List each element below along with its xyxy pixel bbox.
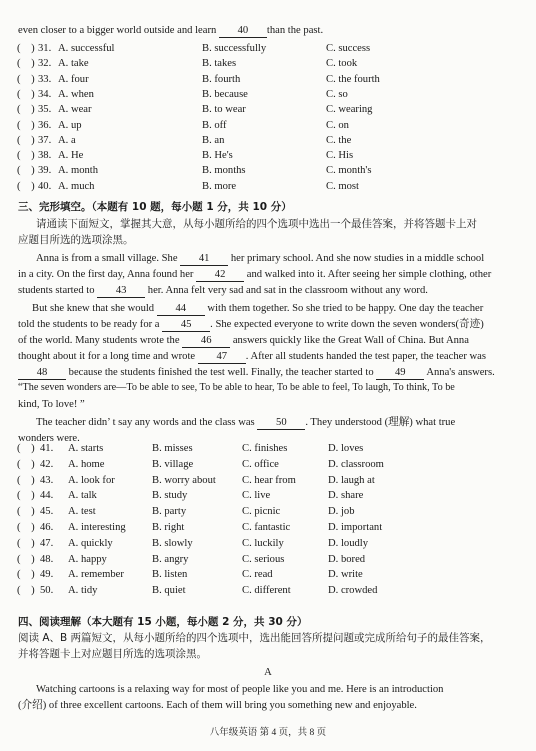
option-a: A. take	[58, 58, 89, 70]
answer-bracket: ( )	[17, 474, 35, 486]
question-number: 31.	[38, 43, 52, 54]
option-a: A. remember	[68, 569, 124, 581]
option-a: A. look for	[68, 474, 115, 486]
option-a: A. four	[58, 73, 89, 85]
text: . After all students handed the test paper, the teacher was	[245, 351, 486, 362]
question-number: 49.	[40, 569, 54, 581]
option-b: B. months	[202, 165, 246, 177]
text: . They understood (理解) what true	[305, 417, 456, 428]
blank-42: 42	[196, 268, 244, 282]
answer-bracket: ( )	[17, 58, 35, 70]
option-d: D. write	[328, 569, 363, 581]
option-a: A. happy	[68, 553, 107, 565]
answer-bracket: ( )	[17, 134, 35, 146]
question-number: 34.	[38, 88, 52, 100]
option-d: D. crowded	[328, 585, 378, 597]
option-c: C. month's	[326, 165, 372, 177]
section4-heading: 四、阅读理解（本大题有 15 小题，每小题 2 分，共 30 分）	[18, 616, 308, 628]
answer-bracket: ( )	[17, 522, 35, 533]
blank-44: 44	[157, 302, 205, 316]
option-b: B. off	[202, 119, 227, 131]
answer-bracket: ( )	[17, 443, 35, 454]
blank-49: 49	[376, 366, 424, 380]
question-row	[0, 88, 536, 104]
question-number: 35.	[38, 104, 52, 116]
question-number: 44.	[40, 490, 54, 502]
option-a: A. a	[58, 134, 76, 146]
section3-instruction-2: 应题目所选的选项涂黑。	[18, 234, 134, 246]
question-row	[0, 73, 536, 89]
option-b: B. more	[202, 180, 237, 192]
section3-instruction-1: 请通读下面短文，掌握其大意，从每小题所给的四个选项中选出一个最佳答案，并将答题卡上对	[36, 218, 477, 230]
lead-line	[18, 24, 323, 38]
option-b: B. listen	[152, 569, 188, 581]
option-d: D. important	[328, 522, 383, 533]
option-b: B. quiet	[152, 585, 186, 597]
answer-bracket: ( )	[17, 88, 35, 100]
text: The teacher didn’ t say any words and the class was	[36, 417, 258, 428]
answer-bracket: ( )	[17, 119, 35, 131]
option-a: A. when	[58, 88, 94, 100]
text: with them together. So she tried to be happy. One day the teacher	[204, 303, 484, 314]
option-c: C. took	[326, 58, 358, 70]
question-number: 48.	[40, 553, 54, 565]
question-row	[0, 42, 536, 58]
option-b: B. misses	[152, 443, 193, 454]
page-footer: 八年级英语 第 4 页，共 8 页	[209, 728, 327, 738]
text: because the students finished the test well. Finally, the teacher started to	[66, 367, 377, 378]
question-number: 32.	[38, 58, 52, 70]
passage-line	[32, 302, 483, 316]
question-row	[0, 521, 536, 537]
option-a: A. wear	[58, 104, 92, 116]
option-b: B. successfully	[202, 43, 267, 54]
passage-line	[18, 334, 469, 348]
answer-bracket: ( )	[17, 180, 35, 192]
option-d: D. bored	[328, 553, 366, 565]
passage-line	[18, 284, 428, 298]
question-row	[0, 489, 536, 505]
question-number: 39.	[38, 165, 52, 177]
question-number: 33.	[38, 73, 52, 85]
answer-bracket: ( )	[17, 73, 35, 85]
question-row	[0, 537, 536, 553]
option-b: B. to wear	[202, 104, 246, 116]
text: in a city. On the first day, Anna found her	[18, 269, 197, 280]
option-c: C. His	[326, 150, 354, 162]
option-c: C. serious	[242, 553, 285, 565]
text: thought about it for a long time and wrote	[18, 351, 198, 362]
option-b: B. slowly	[152, 537, 193, 549]
option-c: C. most	[326, 180, 359, 192]
option-b: B. worry about	[152, 474, 216, 486]
text: her. Anna felt very sad and sat in the classroom without any word.	[145, 285, 428, 296]
text: of the world. Many students wrote the	[18, 335, 183, 346]
option-c: C. fantastic	[242, 522, 291, 533]
question-row	[0, 505, 536, 521]
blank-43: 43	[97, 284, 145, 298]
blank-46: 46	[182, 334, 230, 348]
option-b: B. takes	[202, 58, 237, 70]
answer-bracket: ( )	[17, 150, 35, 162]
question-number: 47.	[40, 537, 54, 549]
passage-line	[18, 350, 486, 364]
lead-line-text-after: than the past.	[266, 25, 324, 36]
passage-line: Watching cartoons is a relaxing way for most of people like you and me. Here is an introduction	[36, 684, 444, 695]
blank-47: 47	[198, 350, 246, 364]
option-c: C. office	[242, 458, 279, 470]
option-c: C. hear from	[242, 474, 296, 486]
answer-bracket: ( )	[17, 569, 35, 581]
option-c: C. picnic	[242, 506, 281, 518]
option-c: C. finishes	[242, 443, 288, 454]
passage-line: (介绍) of three excellent cartoons. Each of them will bring you something new and enjoyable.	[18, 700, 417, 711]
question-row	[0, 103, 536, 119]
question-row	[0, 442, 536, 458]
option-c: C. different	[242, 585, 291, 597]
question-number: 37.	[38, 134, 52, 146]
question-number: 38.	[38, 150, 52, 162]
option-b: B. an	[202, 134, 225, 146]
answer-bracket: ( )	[17, 165, 35, 177]
question-number: 43.	[40, 474, 54, 486]
text: answers quickly like the Great Wall of China. But Anna	[230, 335, 469, 346]
passage-line	[36, 416, 455, 430]
option-c: C. success	[326, 43, 371, 54]
question-number: 42.	[40, 458, 54, 470]
question-number: 41.	[40, 443, 54, 454]
question-row	[0, 149, 536, 165]
question-row	[0, 458, 536, 474]
text: students started to	[18, 285, 98, 296]
blank-48: 48	[18, 366, 66, 380]
passage-label: A	[264, 667, 272, 678]
option-c: C. live	[242, 490, 271, 502]
option-c: C. read	[242, 569, 273, 581]
text: her primary school. And she now studies in a middle school	[228, 253, 485, 264]
option-b: B. fourth	[202, 73, 241, 85]
option-b: B. because	[202, 88, 248, 100]
option-a: A. He	[58, 150, 84, 162]
answer-bracket: ( )	[17, 458, 35, 470]
option-a: A. tidy	[68, 585, 98, 597]
answer-bracket: ( )	[17, 537, 35, 549]
question-row	[0, 57, 536, 73]
section4-instruction-2: 并将答题卡上对应题目所选的选项涂黑。	[18, 648, 207, 660]
passage-line: kind, To love! ”	[18, 399, 85, 410]
blank-50: 50	[257, 416, 305, 430]
answer-bracket: ( )	[17, 585, 35, 597]
question-row	[0, 164, 536, 180]
option-a: A. talk	[68, 490, 97, 502]
text: and walked into it. After seeing her simple clothing, other	[244, 269, 492, 280]
question-row	[0, 568, 536, 584]
option-d: D. loudly	[328, 537, 369, 549]
option-b: B. right	[152, 522, 185, 533]
option-a: A. successful	[58, 43, 115, 54]
option-a: A. much	[58, 180, 95, 192]
text: told the students to be ready for a	[18, 319, 163, 330]
question-number: 45.	[40, 506, 54, 518]
question-row	[0, 553, 536, 569]
passage-line	[18, 268, 491, 282]
blank-45: 45	[162, 318, 210, 332]
question-number: 50.	[40, 585, 54, 597]
option-a: A. test	[68, 506, 96, 518]
option-a: A. quickly	[68, 537, 113, 549]
text: . She expected everyone to write down the seven wonders(奇迹)	[210, 319, 484, 330]
section3-heading: 三、完形填空。（本题有 10 题，每小题 1 分，共 10 分）	[18, 201, 292, 213]
text: But she knew that she would	[32, 303, 157, 314]
text: Anna's answers.	[424, 367, 495, 378]
question-row	[0, 474, 536, 490]
question-number: 36.	[38, 119, 52, 131]
question-row	[0, 134, 536, 150]
option-a: A. interesting	[68, 522, 126, 533]
option-d: D. job	[328, 506, 355, 518]
passage-line	[18, 318, 484, 332]
option-c: C. wearing	[326, 104, 373, 116]
option-b: B. He's	[202, 150, 233, 162]
option-c: C. the fourth	[326, 73, 380, 85]
option-b: B. study	[152, 490, 188, 502]
option-c: C. on	[326, 119, 349, 131]
answer-bracket: ( )	[17, 490, 35, 502]
question-row	[0, 180, 536, 196]
question-row	[0, 119, 536, 135]
option-b: B. village	[152, 458, 194, 470]
question-number: 46.	[40, 522, 54, 533]
option-c: C. luckily	[242, 537, 284, 549]
option-d: D. share	[328, 490, 364, 502]
section4-instruction-1: 阅读 A、B 两篇短文，从每小题所给的四个选项中，选出能回答所提问题或完成所给句子的最佳答案，	[18, 632, 491, 644]
answer-bracket: ( )	[17, 104, 35, 116]
blank-40: 40	[219, 24, 267, 38]
passage-line	[36, 252, 484, 266]
passage-line: “The seven wonders are—To be able to see, To be able to hear, To be able to feel, To laugh, To think, To be	[18, 382, 455, 393]
option-b: B. party	[152, 506, 187, 518]
option-d: D. classroom	[328, 458, 384, 470]
option-a: A. month	[58, 165, 99, 177]
option-a: A. starts	[68, 443, 104, 454]
option-d: D. loves	[328, 443, 364, 454]
passage-line: wonders were.	[18, 433, 80, 444]
answer-bracket: ( )	[17, 553, 35, 565]
answer-bracket: ( )	[17, 506, 35, 518]
question-row	[0, 584, 536, 600]
option-a: A. up	[58, 119, 82, 131]
answer-bracket: ( )	[17, 43, 35, 54]
question-number: 40.	[38, 180, 52, 192]
option-c: C. the	[326, 134, 352, 146]
passage-line	[18, 366, 495, 380]
option-d: D. laugh at	[328, 474, 375, 486]
lead-line-text: even closer to a bigger world outside and learn	[18, 25, 219, 36]
blank-41: 41	[180, 252, 228, 266]
option-b: B. angry	[152, 553, 189, 565]
option-c: C. so	[326, 88, 348, 100]
text: Anna is from a small village. She	[36, 253, 181, 264]
option-a: A. home	[68, 458, 105, 470]
